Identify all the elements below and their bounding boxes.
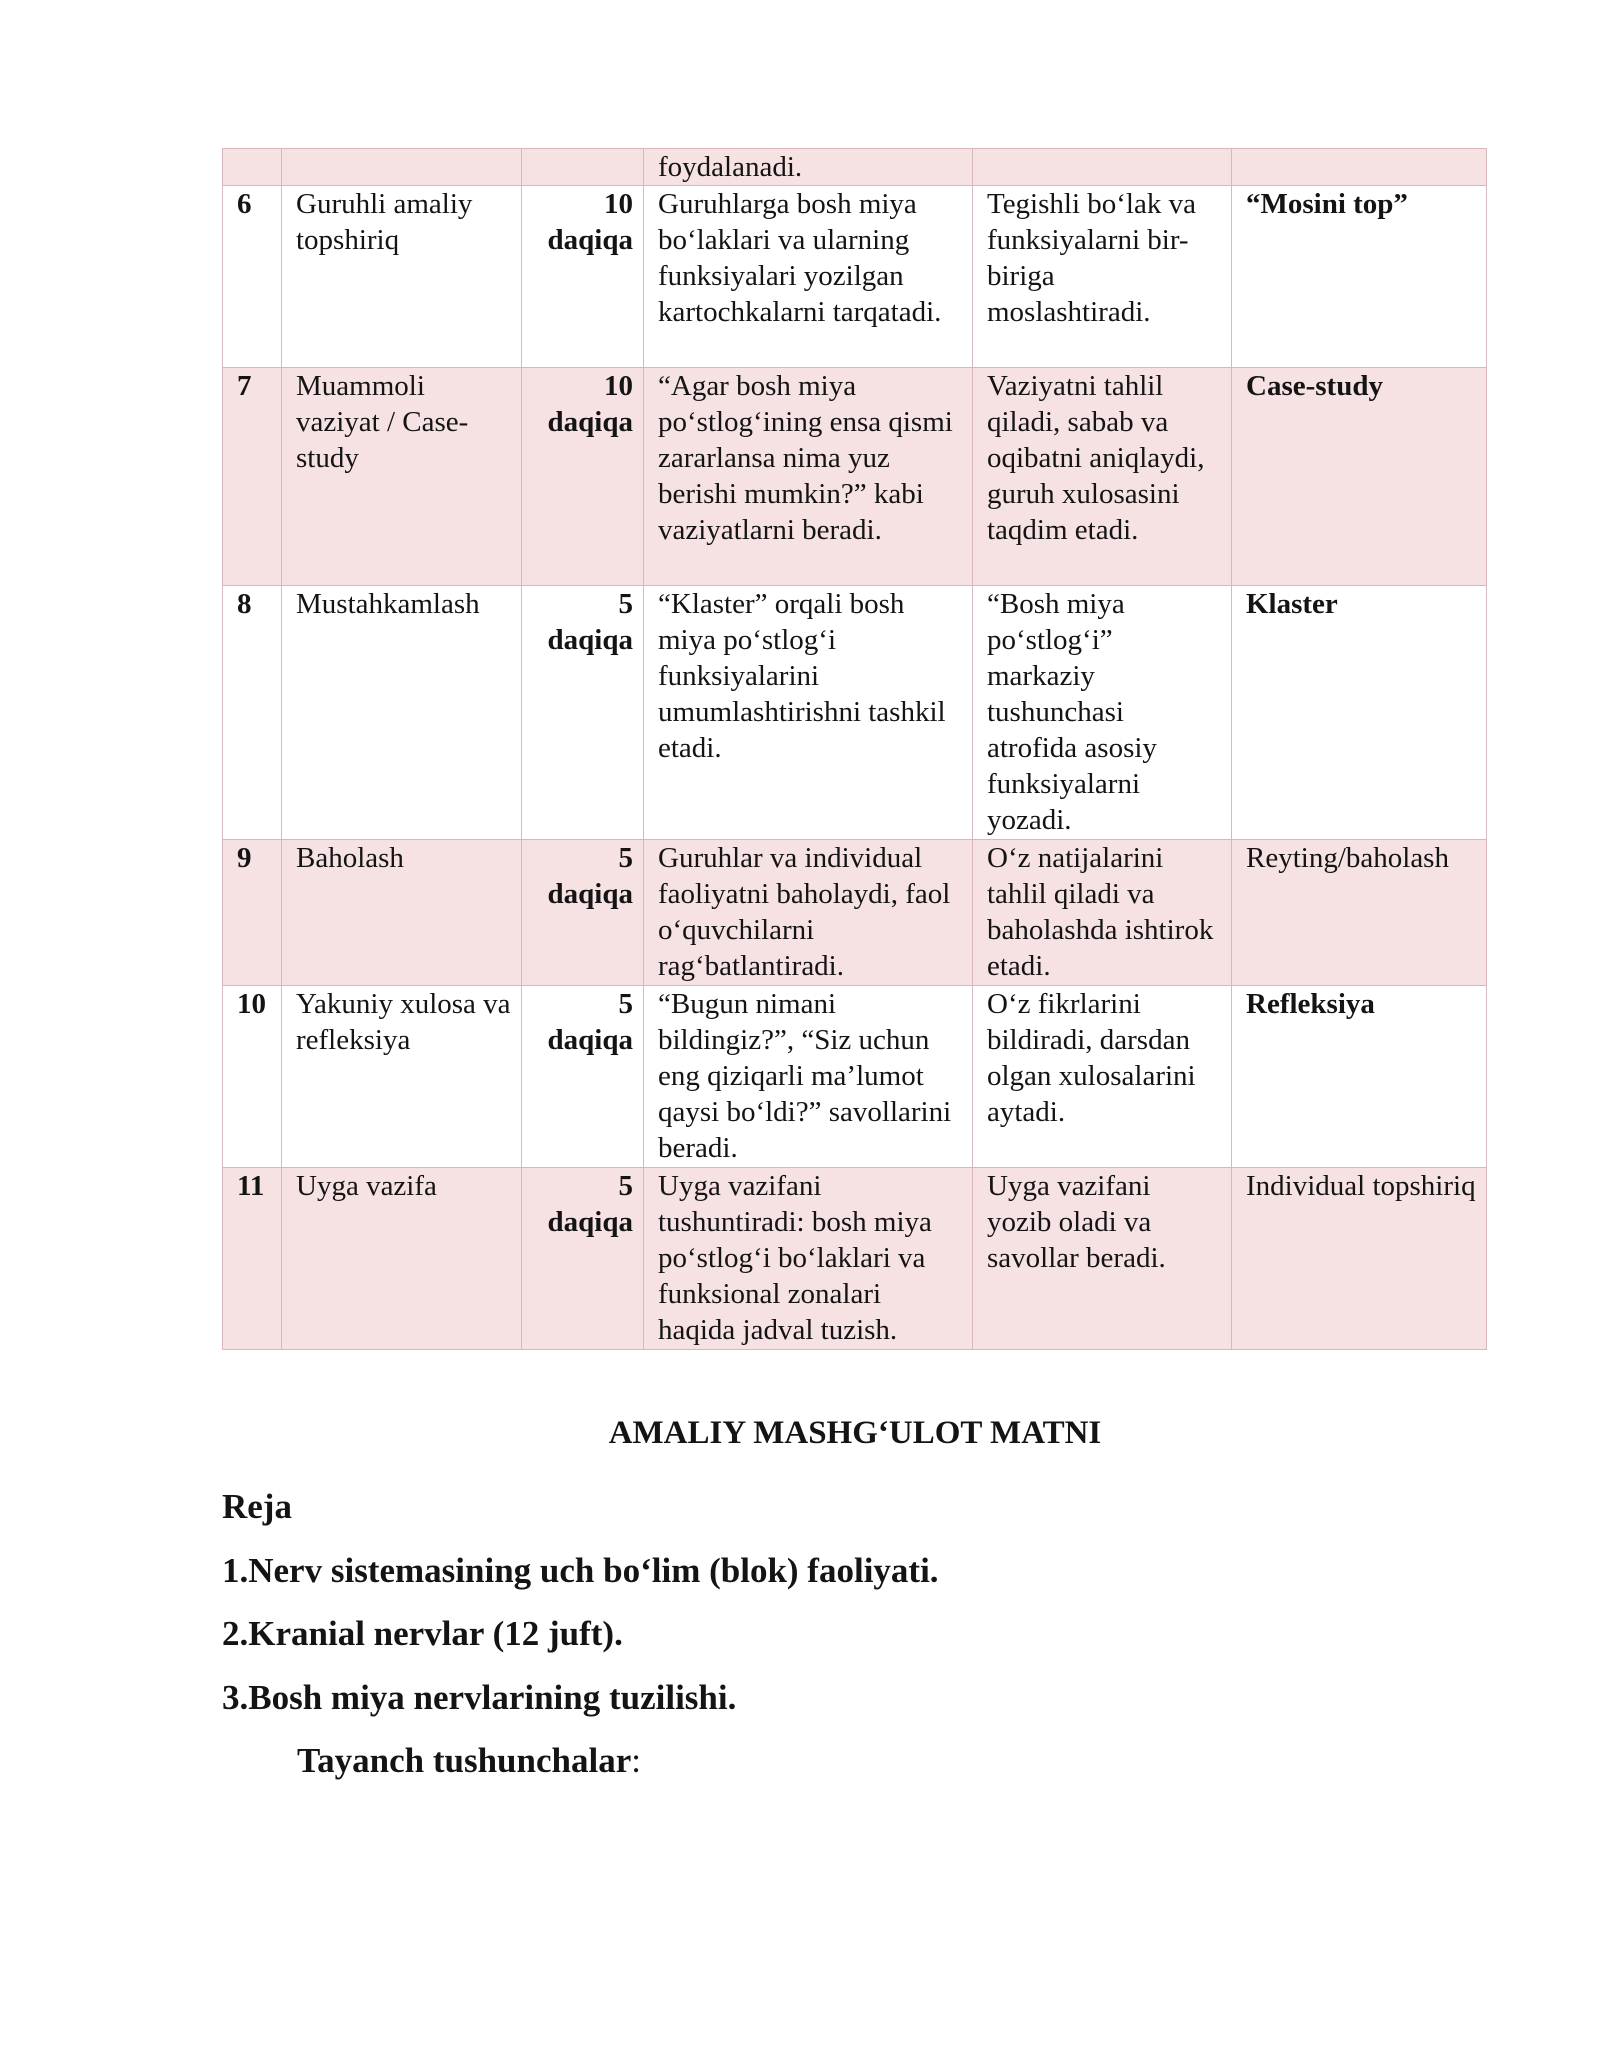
table-row [223, 1168, 1487, 1350]
time-unit: daqiqa [547, 878, 633, 910]
student-activity-cell: Tegishli bo‘lak va funksiyalarni bir-biriga moslashtiradi. [973, 186, 1232, 368]
method-cell: “Mosini top” [1232, 186, 1487, 368]
table-row [223, 186, 1487, 368]
student-activity-cell: O‘z natijalarini tahlil qiladi va baholashda ishtirok etadi. [973, 840, 1232, 986]
row-number: 7 [223, 368, 282, 586]
plan-item: 3.Bosh miya nervlarining tuzilishi. [222, 1678, 737, 1717]
teacher-activity-cell: “Bugun nimani bildingiz?”, “Siz uchun eng qiziqarli ma’lumot qaysi bo‘ldi?” savollarini beradi. [644, 986, 973, 1168]
section-title: AMALIY MASHG‘ULOT MATNI [608, 1415, 1102, 1451]
stage-cell: Muammoli vaziyat / Case-study [282, 368, 522, 586]
key-concepts-colon: : [631, 1741, 641, 1780]
time-value: 5 [618, 842, 633, 874]
row-number: 9 [223, 840, 282, 986]
method-cell: Case-study [1232, 368, 1487, 586]
plan-item: 1.Nerv sistemasining uch bo‘lim (blok) faoliyati. [222, 1551, 939, 1590]
row-number: 11 [223, 1168, 282, 1350]
teacher-activity-cell: Uyga vazifani tushuntiradi: bosh miya po‘stlog‘i bo‘laklari va funksional zonalari haqida jadval tuzish. [644, 1168, 973, 1350]
method-cell: Klaster [1232, 586, 1487, 840]
time-unit: daqiqa [547, 624, 633, 656]
table-row [223, 368, 1487, 586]
student-activity-cell: Vaziyatni tahlil qiladi, sabab va oqibatni aniqlaydi, guruh xulosasini taqdim etadi. [973, 368, 1232, 586]
row-number: 8 [223, 586, 282, 840]
time-unit: daqiqa [547, 1024, 633, 1056]
time-cell [522, 840, 644, 986]
time-value: 5 [618, 988, 633, 1020]
key-concepts-label: Tayanch tushunchalar [297, 1741, 632, 1780]
time-cell [522, 149, 644, 186]
table-row [223, 586, 1487, 840]
lesson-plan-table [222, 148, 1487, 1350]
time-cell [522, 586, 644, 840]
time-cell [522, 1168, 644, 1350]
method-cell: Reyting/baholash [1232, 840, 1487, 986]
plan-heading: Reja [222, 1487, 292, 1526]
stage-cell: Guruhli amaliy topshiriq [282, 186, 522, 368]
stage-cell: Baholash [282, 840, 522, 986]
table-row [223, 986, 1487, 1168]
time-value: 10 [604, 188, 633, 220]
stage-cell: Yakuniy xulosa va refleksiya [282, 986, 522, 1168]
stage-cell [282, 149, 522, 186]
student-activity-cell: “Bosh miya po‘stlog‘i” markaziy tushunchasi atrofida asosiy funksiyalarni yozadi. [973, 586, 1232, 840]
stage-cell: Uyga vazifa [282, 1168, 522, 1350]
row-number: 10 [223, 986, 282, 1168]
time-cell [522, 368, 644, 586]
teacher-activity-cell: “Klaster” orqali bosh miya po‘stlog‘i funksiyalarini umumlashtirishni tashkil etadi. [644, 586, 973, 840]
key-concepts-line [297, 1740, 641, 1782]
row-number [223, 149, 282, 186]
teacher-activity-cell: “Agar bosh miya po‘stlog‘ining ensa qismi zararlansa nima yuz berishi mumkin?” kabi vaziyatlarni beradi. [644, 368, 973, 586]
table-row [223, 149, 1487, 186]
time-cell [522, 986, 644, 1168]
time-unit: daqiqa [547, 1206, 633, 1238]
method-cell [1232, 149, 1487, 186]
method-cell: Refleksiya [1232, 986, 1487, 1168]
time-unit: daqiqa [547, 224, 633, 256]
stage-cell: Mustahkamlash [282, 586, 522, 840]
time-value: 5 [618, 588, 633, 620]
time-value: 5 [618, 1170, 633, 1202]
time-value: 10 [604, 370, 633, 402]
plan-item: 2.Kranial nervlar (12 juft). [222, 1614, 623, 1653]
table-row [223, 840, 1487, 986]
teacher-activity-cell: foydalanadi. [644, 149, 973, 186]
student-activity-cell: Uyga vazifani yozib oladi va savollar beradi. [973, 1168, 1232, 1350]
time-unit: daqiqa [547, 406, 633, 438]
time-cell [522, 186, 644, 368]
student-activity-cell [973, 149, 1232, 186]
teacher-activity-cell: Guruhlarga bosh miya bo‘laklari va ularning funksiyalari yozilgan kartochkalarni tarqatadi. [644, 186, 973, 368]
teacher-activity-cell: Guruhlar va individual faoliyatni baholaydi, faol o‘quvchilarni rag‘batlantiradi. [644, 840, 973, 986]
row-number: 6 [223, 186, 282, 368]
student-activity-cell: O‘z fikrlarini bildiradi, darsdan olgan xulosalarini aytadi. [973, 986, 1232, 1168]
method-cell: Individual topshiriq [1232, 1168, 1487, 1350]
